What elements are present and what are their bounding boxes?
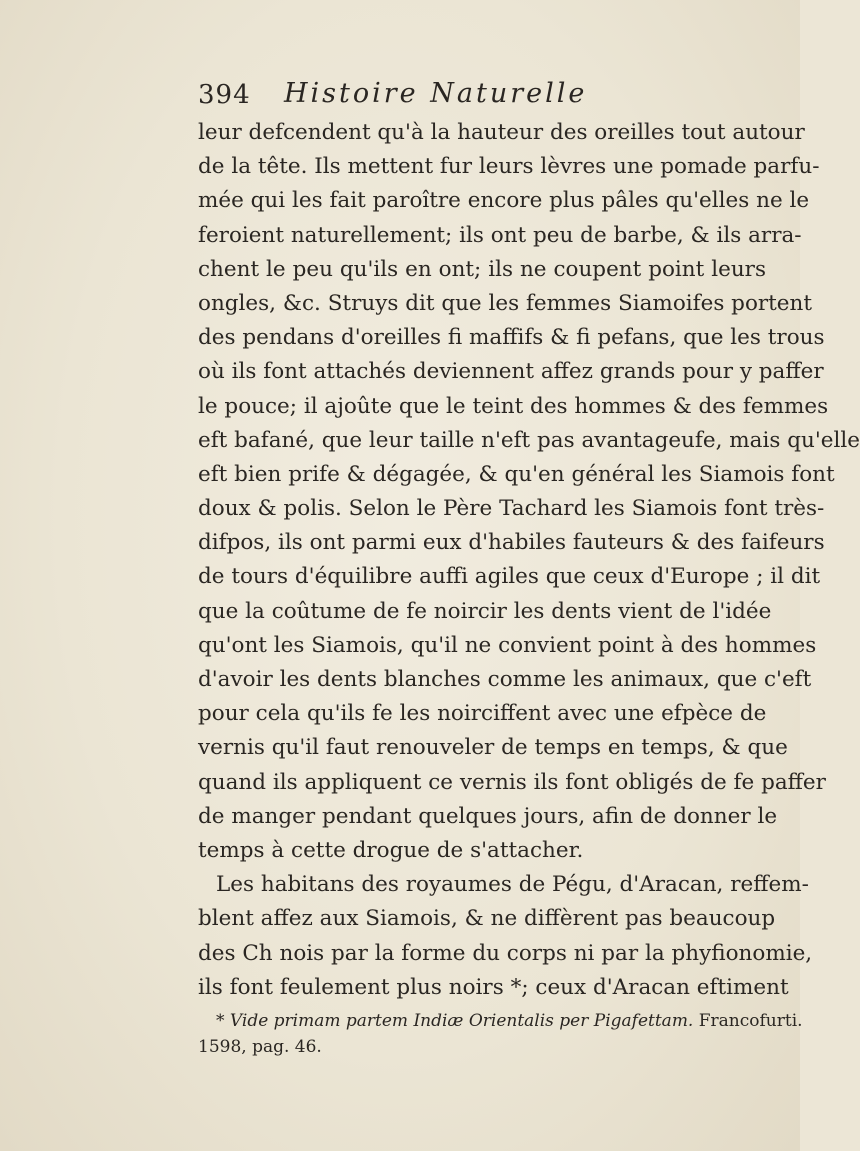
text-line-paragraph-end: temps à cette drogue de s'attacher. [198, 837, 584, 863]
text-line: qu'ont les Siamois, qu'il ne convient point à des hommes [198, 632, 817, 658]
text-line: ils font feulement plus noirs *; ceux d'Aracan eftiment [198, 974, 789, 1000]
text-line: chent le peu qu'ils en ont; ils ne coupent point leurs [198, 256, 766, 282]
text-line: leur defcendent qu'à la hauteur des oreilles tout autour [198, 120, 805, 145]
text-line: mée qui les fait paroître encore plus pâles qu'elles ne le [198, 188, 810, 214]
text-line: le pouce; il ajoûte que le teint des hommes & des femmes [198, 393, 829, 419]
footnote-line [198, 1008, 803, 1034]
text-line: des pendans d'oreilles fi maffifs & fi pefans, que les trous [198, 325, 825, 351]
text-line: blent affez aux Siamois, & ne diffèrent pas beaucoup [198, 906, 776, 932]
text-line: feroient naturellement; ils ont peu de barbe, & ils arra- [198, 222, 802, 248]
page-number: 394 [198, 80, 251, 110]
text-line: quand ils appliquent ce vernis ils font obligés de fe paffer [198, 769, 826, 795]
text-line: de manger pendant quelques jours, afin de donner le [198, 803, 778, 829]
text-line: des Ch nois par la forme du corps ni par la phyfionomie, [198, 940, 813, 966]
text-line: eft bien prife & dégagée, & qu'en général les Siamois font [198, 461, 835, 487]
text-line: pour cela qu'ils fe les noirciffent avec une efpèce de [198, 701, 767, 727]
text-line: ongles, &c. Struys dit que les femmes Siamoifes portent [198, 290, 813, 316]
text-line: de la tête. Ils mettent fur leurs lèvres une pomade parfu- [198, 154, 820, 180]
text-line: eft bafané, que leur taille n'eft pas avantageufe, mais qu'elle [198, 427, 860, 453]
text-line: difpos, ils ont parmi eux d'habiles fauteurs & des faifeurs [198, 530, 825, 556]
footnote [198, 1008, 803, 1060]
text-line-paragraph-start: Les habitans des royaumes de Pégu, d'Aracan, reffem- [216, 872, 809, 898]
footnote-citation: Vide primam partem Indiæ Orientalis per Pigafettam. [229, 1011, 694, 1031]
page-header [198, 78, 638, 118]
text-line: doux & polis. Selon le Père Tachard les Siamois font très- [198, 496, 825, 522]
footnote-mark: * [216, 1011, 225, 1031]
running-title: Histoire Naturelle [284, 78, 588, 109]
footnote-line-2: 1598, pag. 46. [198, 1037, 322, 1057]
text-line: où ils font attachés deviennent affez grands pour y paffer [198, 359, 824, 385]
body-text [198, 116, 860, 1005]
text-line: vernis qu'il faut renouveler de temps en temps, & que [198, 735, 788, 761]
text-line: d'avoir les dents blanches comme les animaux, que c'eft [198, 667, 812, 692]
text-line: de tours d'équilibre auffi agiles que ceux d'Europe ; il dit [198, 564, 821, 590]
text-line: que la coûtume de fe noircir les dents vient de l'idée [198, 598, 772, 624]
footnote-place: Francofurti. [698, 1011, 803, 1031]
